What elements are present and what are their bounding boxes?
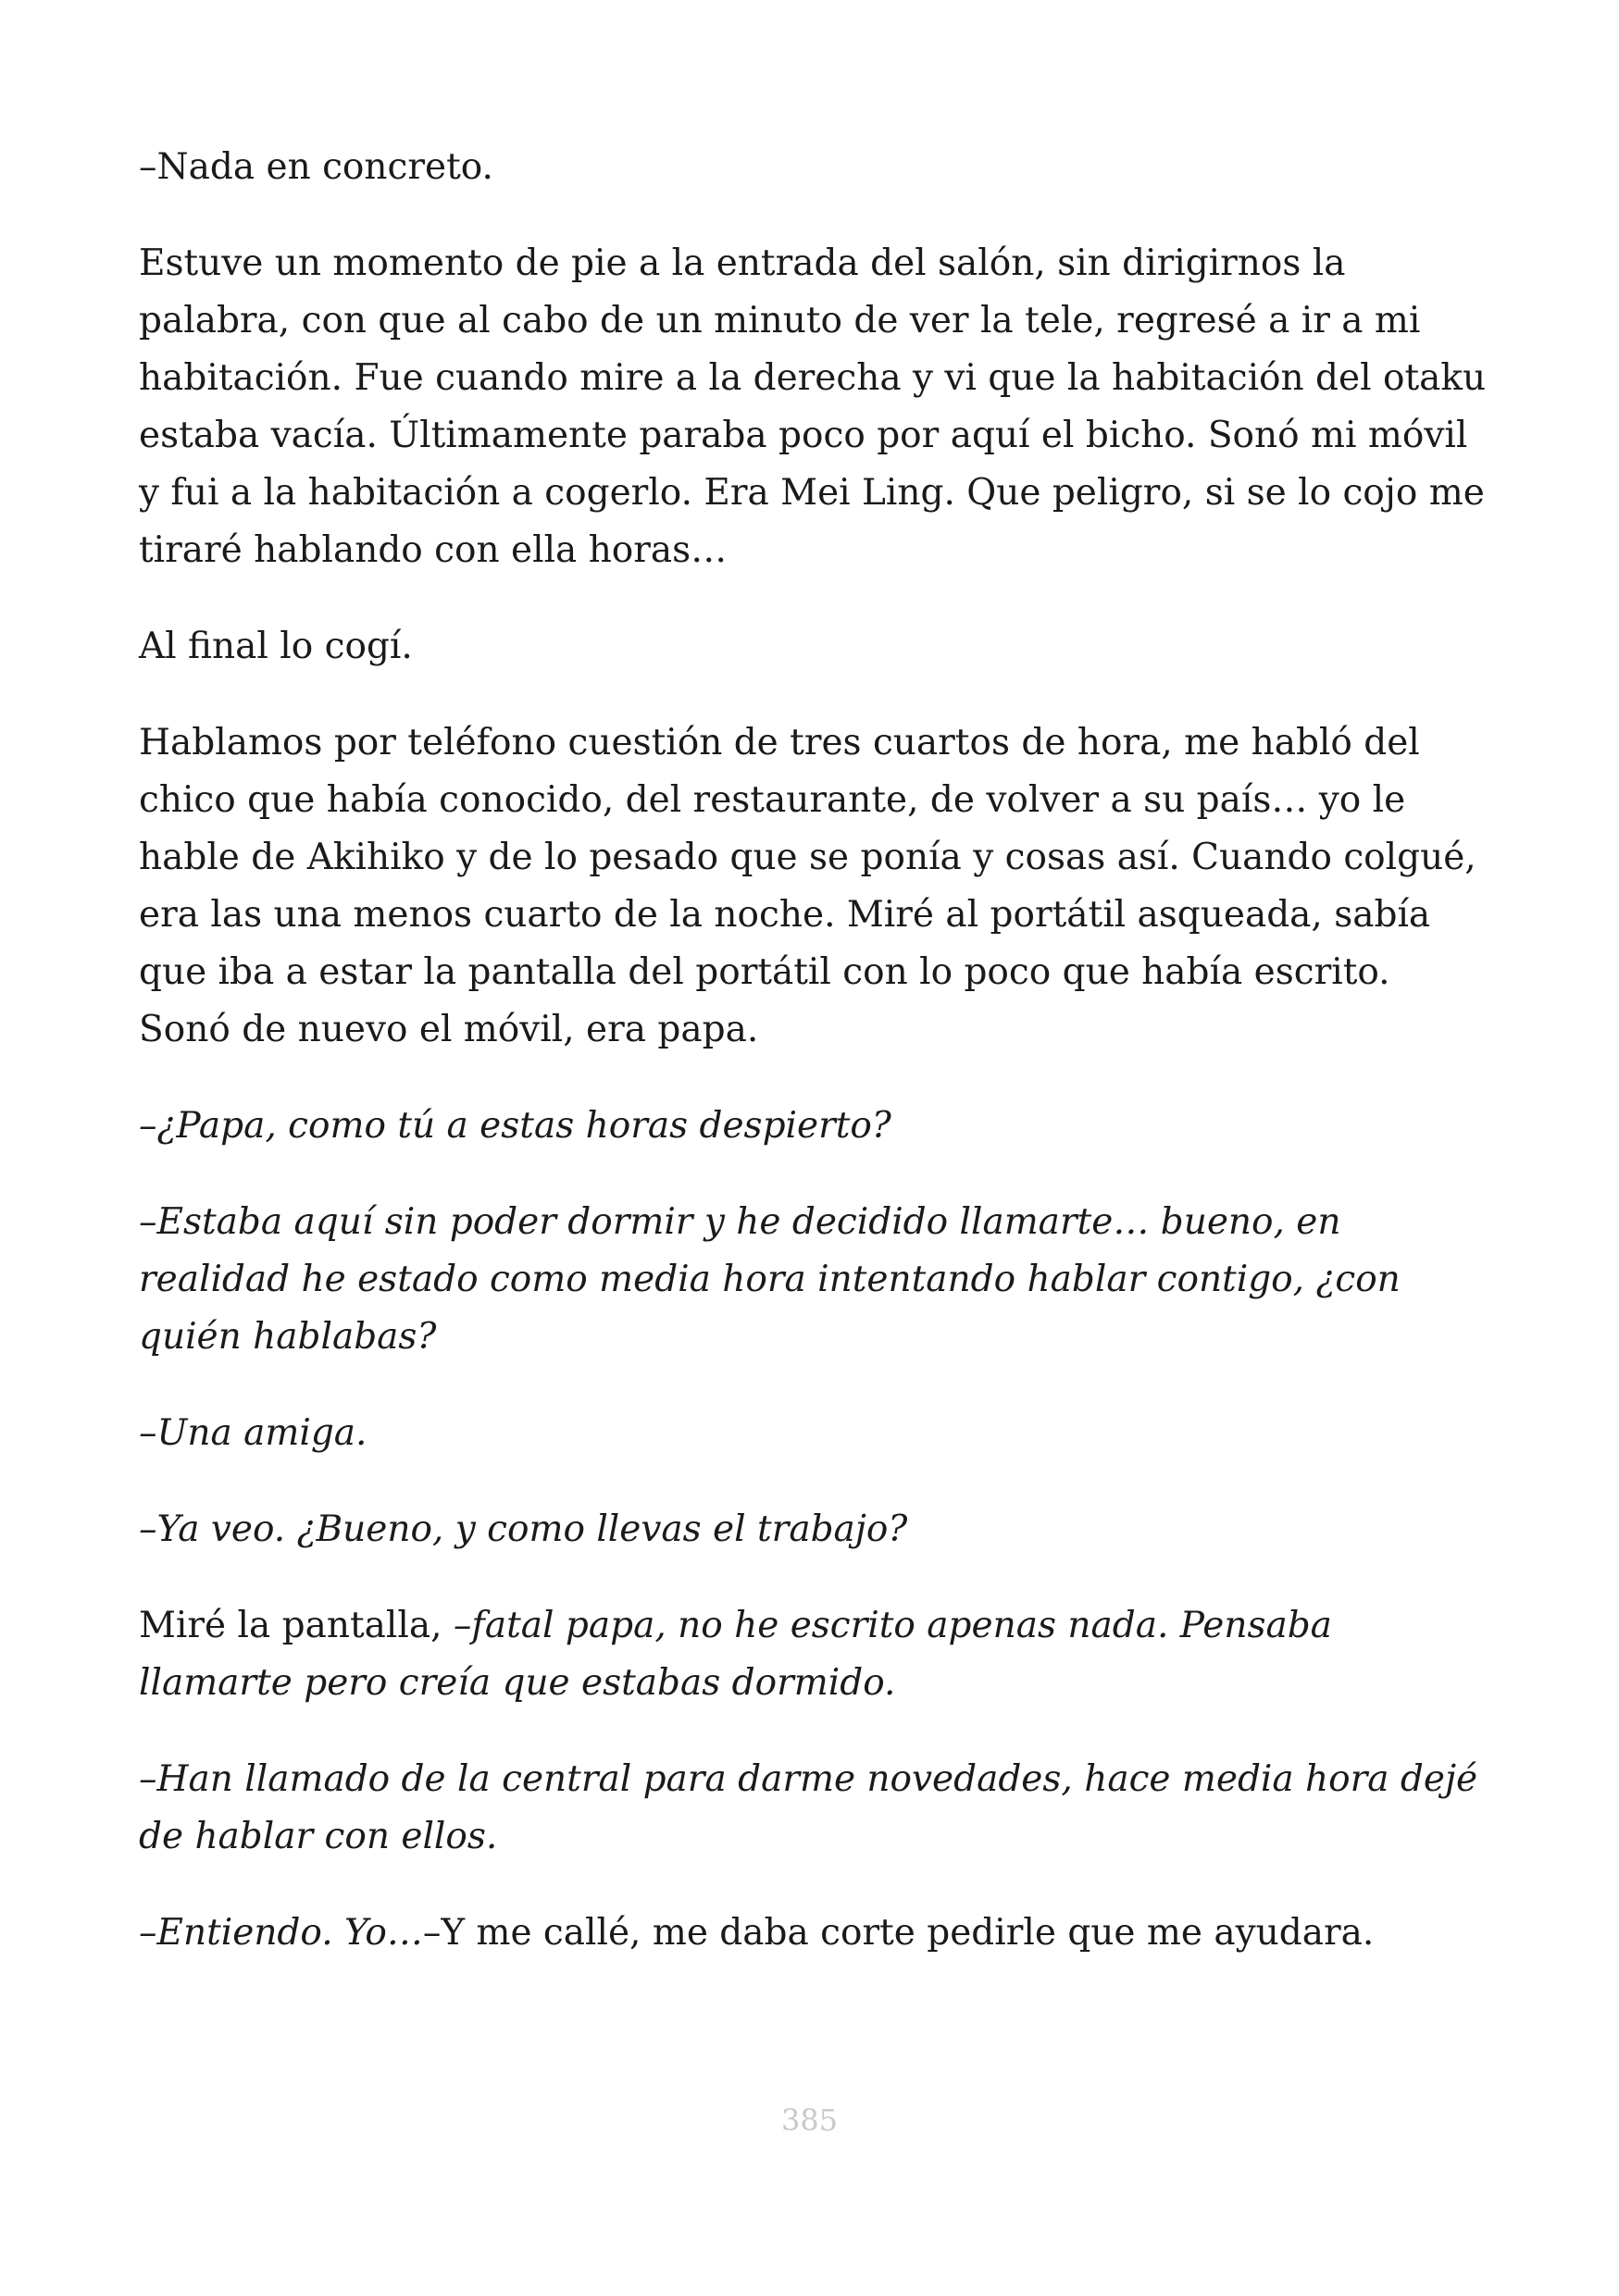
dialogue-5-narration: Miré la pantalla, xyxy=(139,1605,454,1646)
paragraph-4: Hablamos por teléfono cuestión de tres cuartos de hora, me habló del chico que había conocido, del restaurante, de volver a su país… yo le hable de Akihiko y de lo pesado que se ponía y cosas así. Cuando colgué, era las una menos cuarto de la noche. Miré al portátil asqueada, sabía que iba a estar la pantalla del portátil con lo poco que había escrito. Sonó de nuevo el móvil, era papa. xyxy=(139,722,1476,1050)
dialogue-5-speech: –fatal papa, no he escrito apenas nada. Pensaba llamarte pero creía que estabas dormido. xyxy=(139,1605,1332,1704)
dialogue-2: –Estaba aquí sin poder dormir y he decidido llamarte… bueno, en realidad he estado como media hora intentando hablar contigo, ¿con quién hablabas? xyxy=(139,1201,1401,1358)
dialogue-6: –Han llamado de la central para darme novedades, hace media hora dejé de hablar con ellos. xyxy=(139,1758,1478,1857)
dialogue-5 xyxy=(139,1597,1490,1712)
paragraph-3: Al final lo cogí. xyxy=(139,626,413,667)
dialogue-4: –Ya veo. ¿Bueno, y como llevas el trabajo? xyxy=(139,1508,908,1550)
dialogue-1: –¿Papa, como tú a estas horas despierto? xyxy=(139,1105,891,1147)
paragraph-1: –Nada en concreto. xyxy=(139,146,493,188)
page-body xyxy=(139,139,1490,2001)
paragraph-2: Estuve un momento de pie a la entrada del salón, sin dirigirnos la palabra, con que al cabo de un minuto de ver la tele, regresé a ir a mi habitación. Fue cuando mire a la derecha y vi que la habitación del otaku estaba vacía. Últimamente paraba poco por aquí el bicho. Sonó mi móvil y fui a la habitación a cogerlo. Era Mei Ling. Que peligro, si se lo cojo me tiraré hablando con ella horas… xyxy=(139,242,1487,571)
page-number: 385 xyxy=(780,2103,839,2138)
dialogue-7-narration: –Y me callé, me daba corte pedirle que me ayudara. xyxy=(422,1912,1375,1954)
dialogue-7-speech: –Entiendo. Yo… xyxy=(139,1912,423,1954)
dialogue-3: –Una amiga. xyxy=(139,1412,367,1454)
dialogue-7 xyxy=(139,1905,1490,1962)
